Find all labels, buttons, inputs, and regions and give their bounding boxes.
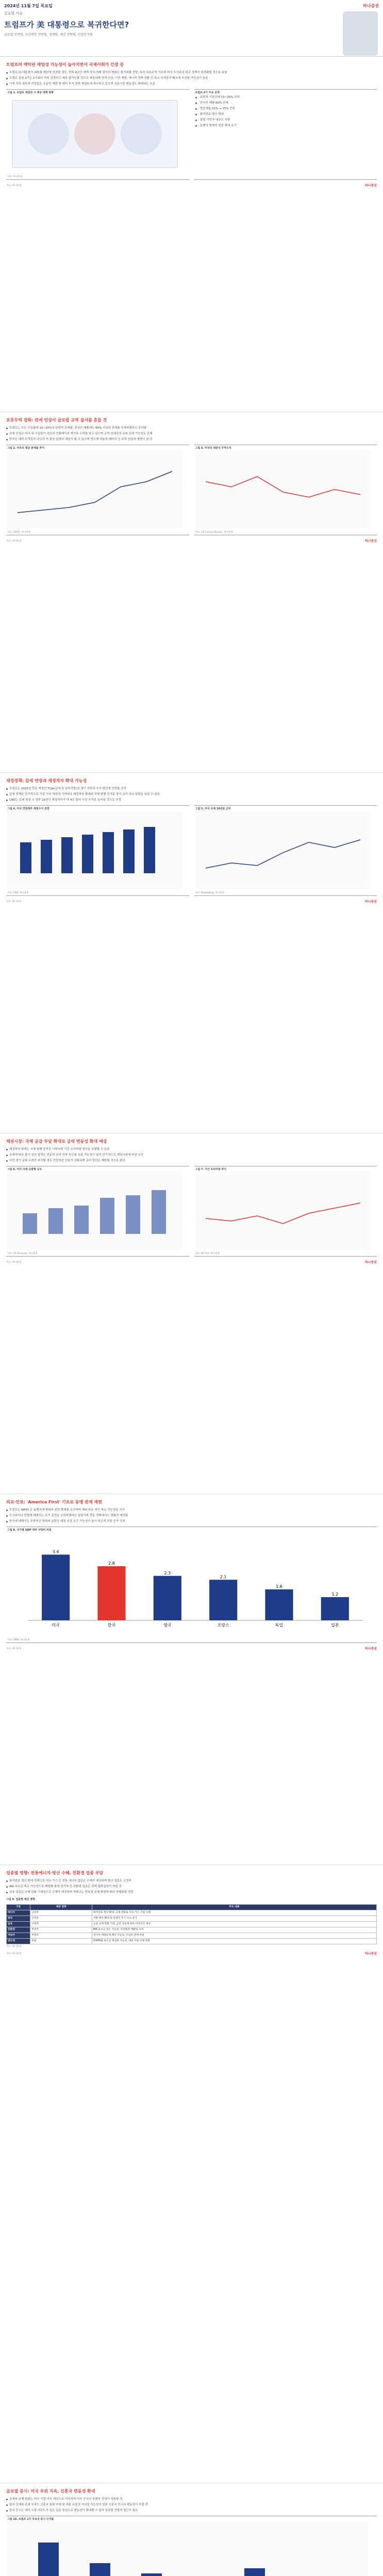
section-title: 글로벌 증시: 미국 우위 지속, 신흥국 변동성 확대 [6,2489,95,2494]
bar [321,1597,349,1620]
section-5 [0,1494,383,1865]
pledge-item: · 법인세율 21% → 15% 인하 [195,107,376,111]
table-cell: 긍정적 [30,1910,92,1916]
table-row [7,1939,377,1944]
table-cell: 국방 예산 확대 및 동맹국 무기 수요 증가 [92,1916,376,1922]
figure-caption: 그림 8. 국가별 GDP 대비 국방비 비중 [7,1529,52,1532]
bullet: 화석연료 생산 확대 정책으로 석유·가스 등 전통 에너지 업종은 수혜가 예상되며 방산 업종도 긍정적 [6,1879,377,1883]
table-row [7,1916,377,1922]
table-header-cell: 예상 영향 [30,1905,92,1910]
data-label: 2.1 [220,1574,227,1580]
table-row [7,1933,377,1939]
footer-logo: 하나증권 [364,1647,377,1651]
bar [209,1580,237,1620]
bullet: 트럼프는 2025년 만료 예정인 TCJA(감세 및 일자리법)의 영구 연장과 추가 법인세 인하를 공약 [6,787,377,791]
footer-logo: 하나증권 [364,539,377,543]
table-cell: 화석연료 생산 확대, 규제 완화로 석유·가스 기업 수혜 [92,1910,376,1916]
pledge-list-title: 트럼프 2기 주요 공약 [195,91,220,94]
table-cell: 부정적 [30,1927,92,1933]
table-cell: 전기차 세액공제 폐지 가능성, 수입차 관세 부과 [92,1933,376,1939]
figure-source: 자료: CBO, 하나증권 [7,892,29,894]
footnote: 자료: 하나증권 [6,1647,22,1650]
bullet: 이에 각국 정부와 기업들은 공급망 재편 및 대미 투자 전략 재검토에 착수하고 있으며 금융시장 변동성도 확대되는 모습 [6,82,377,86]
defense-spending-chart [7,1533,368,1636]
pledge-item: · 동맹국 방위비 분담 확대 요구 [195,124,376,128]
bullet: IRA 보조금 축소 가능성으로 태양광·풍력·전기차 등 친환경 업종은 정책 불확실성이 커질 것 [6,1885,377,1889]
figure-caption: 그림 6. 미국 국채 순발행 규모 [7,1168,42,1171]
table-cell: 긍정적 [30,1916,92,1922]
bullet: 한국 증시는 대미 수출 의존도가 높은 업종 중심으로 변동성이 확대될 수 있어 업종별 선별적 접근이 필요 [6,2509,377,2513]
table-row [7,1910,377,1916]
bullet: 감세 정책은 단기적으로 기업 이익 개선에 기여하나 재정적자 확대와 국채 발행 증가로 장기 금리 상승 압력을 높일 수 있음 [6,792,377,796]
section-title: 업종별 영향: 전통에너지·방산 수혜, 친환경 업종 부담 [6,1871,104,1875]
section-3 [0,773,383,1133]
figure-caption: 그림 3. 미국의 대중국 무역수지 [195,447,231,450]
section-title: 보호무역 강화: 관세 인상이 글로벌 교역 질서를 흔들 것 [6,418,107,422]
footnote: 자료: 하나증권 [6,184,22,187]
figure-box [6,1166,189,1257]
figure-caption: 그림 4. 미국 연방정부 재정수지 전망 [7,807,49,810]
footer-logo: 하나증권 [364,1952,377,1956]
section-7 [0,2483,383,2576]
fiscal-balance-chart [7,811,182,889]
pledge-list-box [194,89,377,180]
figure-caption: 그림 10. 트럼프 1기 주요국 증시 수익률 [7,2518,54,2521]
report-title: 트럼프가 美 대통령으로 복귀한다면? [4,20,129,29]
bullet: 관세에 따른 물가 상승 압력은 연준의 금리 인하 속도를 늦출 가능성이 있어 단기적으로 채권시장에 부담 요인 [6,1153,377,1157]
table-cell: 금융 [7,1922,30,1927]
sector-impact-table [6,1904,377,1944]
section-title: 채권시장: 국채 공급 부담 확대로 금리 변동성 확대 예상 [6,1139,107,1144]
figure-box [6,445,189,535]
bullet: 다만 경기 둔화 우려가 부각될 경우 안전자산 선호가 강화되며 금리 상단은 제한될 것으로 판단 [6,1159,377,1163]
figure-source: 자료: Bloomberg, 하나증권 [195,892,224,894]
table-cell: 중립 [30,1939,92,1944]
table-header-row [7,1905,377,1910]
figure-box [194,1166,377,1257]
report-sector: 글로벌 이슈 [4,11,23,15]
tariff-line-chart [7,451,182,528]
footnote: 자료: 하나증권 [6,539,22,543]
footnote: 자료: 하나증권 [6,900,22,903]
figure-box [6,1527,377,1643]
data-label: 3.4 [52,1549,59,1554]
figure-box [194,445,377,535]
figure-caption: 그림 2. 미국의 평균 관세율 추이 [7,447,45,450]
figure-box [6,2516,377,2576]
bar [97,1566,125,1620]
brand-logo: 하나증권 [363,4,379,8]
bar [265,1589,293,1620]
table-cell: 방산 [7,1916,30,1922]
footnote: 자료: 하나증권 [6,1261,22,1264]
bullet: 금융 업종은 규제 완화 기대감으로 수혜가 예상되며 빅테크는 반독점 규제 방향에 따라 차별화될 전망 [6,1890,377,1894]
tick-label: 독일 [275,1623,284,1628]
figure-box [6,805,189,896]
tick-label: 일본 [331,1623,339,1628]
figure-box [6,89,189,180]
table-row [7,1922,377,1927]
bullet: 트럼프는 NATO 등 동맹국에 방위비 분담 확대를 요구하며 해외 주둔 미군 축소 가능성을 시사 [6,1508,377,1512]
figure-source: 자료: 하나증권 [7,176,23,178]
figure-source: 자료: US Census Bureau, 하나증권 [195,531,233,534]
issuance-chart [7,1172,182,1249]
bullet: CBO는 감세 연장 시 향후 10년간 재정적자가 약 4조 달러 이상 추가로 늘어날 것으로 추정 [6,798,377,802]
table-cell: IRA 보조금 축소 가능성, 파리협정 재탈퇴 우려 [92,1927,376,1933]
tick-label: 영국 [163,1623,172,1628]
bullet: 트럼프는 모든 수입품에 10~20%의 보편적 관세를, 중국산 제품에는 60% 이상의 관세를 부과하겠다고 공약함 [6,426,377,430]
section-title: 재정정책: 감세 연장과 재정적자 확대 가능성 [6,778,87,783]
data-label: 2.8 [108,1561,115,1566]
equity-return-chart [7,2522,368,2576]
pledge-item: · 불법 이민자 대규모 추방 [195,118,376,122]
figure-source: 자료: SIPRI, 하나증권 [7,1639,30,1641]
section-2 [0,412,383,773]
table-cell: 자동차 [7,1933,30,1939]
figure-source: 자료: US Treasury, 하나증권 [7,1252,38,1255]
table-row [7,1927,377,1933]
table-cell: CHIPS법 보조금 재검토 가능성, 대중 수출 규제 강화 [92,1939,376,1944]
table-cell: 금융 규제 완화 기대, 금리 상승에 따른 이자수익 개선 [92,1922,376,1927]
footer-logo: 하나증권 [364,900,377,904]
bullet: 한국에 대해서는 주한미군 방위비 분담금 대폭 인상 요구 가능성이 높아 외교적 부담 증가 우려 [6,1519,377,1523]
term-premium-chart [195,1172,371,1249]
figure-caption: 그림 5. 미국 국채 10년물 금리 [195,807,231,810]
bullet: 달러 강세와 관세 부과는 신흥국 통화 약세 및 자본 유출로 이어질 가능성이 있어 신흥국 증시의 변동성이 커질 것 [6,2503,377,2507]
footer-logo: 하나증권 [364,1261,377,1264]
trade-balance-chart [195,451,371,528]
pledge-item: · 보편적 기본관세 10~20% 부과 [195,95,376,99]
table-source: 자료: 하나증권 [6,1945,22,1948]
tick-label: 프랑스 [217,1623,229,1628]
report-header [0,0,383,57]
bullet: 감세와 규제 완화는 미국 기업 이익 개선으로 이어지며 미국 증시의 상대적 강세가 지속될 것 [6,2497,377,2501]
table-caption: 그림 9. 업종별 예상 영향 [6,1898,35,1901]
phone-illustration-icon [343,11,378,56]
section-title: 트럼프의 백악관 재입성 가능성이 높아지면서 국제사회가 긴장 중 [6,62,124,67]
data-label: 1.6 [276,1584,282,1589]
tick-label: 미국 [52,1623,60,1628]
table-header-cell: 주요 내용 [92,1905,376,1910]
bullet: 우크라이나 전쟁에 대해서는 조기 종전을 추진하겠다는 입장이며 중동 정책에서도 변화가 예상됨 [6,1514,377,1518]
footer-logo: 하나증권 [364,184,377,188]
table-cell: 부정적 [30,1933,92,1939]
table-cell: 긍정적 [30,1922,92,1927]
bullet: 재정적자 확대는 국채 발행 증가로 이어지며 기간 프리미엄 상승을 유발할 수 있음 [6,1147,377,1151]
table-cell: 에너지 [7,1910,30,1916]
section-4 [0,1133,383,1494]
section-6 [0,1865,383,2483]
table-cell: 반도체 [7,1939,30,1944]
report-authors: 글로벌 전략팀, 자산배분 전략팀, 경제팀, 채권 전략팀, 산업분석팀 [4,33,93,37]
pledge-item: · 중국산 제품 60% 관세 [195,101,376,105]
policy-illustration [7,95,182,173]
figure-caption: 그림 1. 트럼프 재집권 시 예상 정책 방향 [7,91,54,94]
bullet: 관세 인상은 미국 내 수입물가 상승과 인플레이션 재가속 우려를 낳고 있으며 교역 상대국의 보복 관세 가능성도 존재 [6,432,377,436]
bar [42,1555,70,1621]
footnote: 자료: 하나증권 [6,1952,22,1955]
tick-label: 한국 [107,1623,116,1628]
bullet: 트럼프 前 대통령이 대통령 재선에 성공할 경우, 향후 4년간 세계 정치·경제 질서의 변화는 불가피할 전망. 특히 보호무역 기조와 미국 우선주의 외교 정책이 본격화될 것으로 보임 [6,71,377,75]
data-label: 1.2 [331,1592,339,1597]
section-1 [0,57,383,412]
yield-chart [195,811,371,889]
figure-source: 자료: NY Fed, 하나증권 [195,1252,220,1255]
figure-source: 자료: USITC, 하나증권 [7,531,30,534]
data-label: 2.3 [164,1570,171,1575]
bullet: 트럼프 집권 2기는 1기보다 더욱 강경하고 예측 불가능할 것으로 예상되며 관세 인상, 이민 제한, 에너지 정책 전환 등 주요 공약들이 빠르게 추진될 가능성이 높음 [6,76,377,80]
bullet: 한국은 대미 무역흑자 규모가 커 통상 압력의 대상이 될 수 있으며 반도체·자동차·배터리 등 주력 산업의 영향이 클 것 [6,437,377,442]
bar [154,1576,181,1620]
table-header-cell: 구분 [7,1905,30,1910]
figure-caption: 그림 7. 기간 프리미엄 추이 [195,1168,227,1171]
pledge-item: · 화석연료 생산 확대 [195,112,376,116]
table-cell: 친환경 [7,1927,30,1933]
report-date: 2024년 11월 7일 목요일 [4,4,53,8]
section-title: 외교·안보: 'America First' 기조로 동맹 관계 재편 [6,1500,102,1504]
figure-box [194,805,377,896]
